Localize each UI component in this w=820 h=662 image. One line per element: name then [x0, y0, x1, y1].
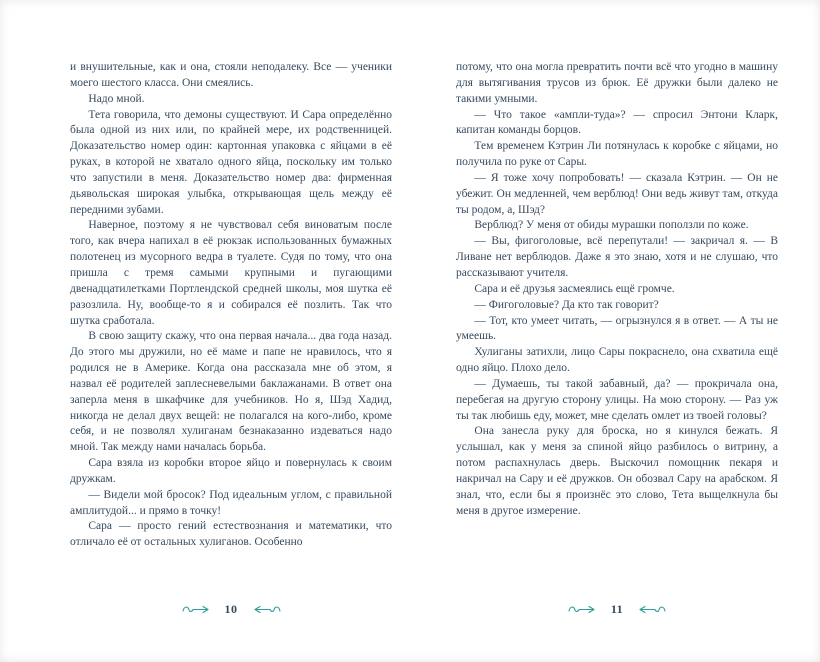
- paragraph: Сара и её друзья засмеялись ещё громче.: [474, 282, 675, 295]
- page-left: [70, 60, 392, 618]
- page-left-footer: [70, 600, 392, 618]
- paragraph: — Видели мой бросок? Под идеальным углом, с правильной амплитудой... и прямо в точку!: [70, 488, 392, 517]
- paragraph: — Фигоголовые? Да кто так говорит?: [474, 298, 659, 311]
- paragraph: — Тот, кто умеет читать, — огрызнулся я в ответ. — А ты не умеешь.: [456, 314, 778, 343]
- paragraph: Хулиганы затихли, лицо Сары покраснело, она схватила ещё одно яйцо. Плохо дело.: [456, 346, 778, 375]
- paragraph: и внушительные, как и она, стояли неподалеку. Все — ученики моего шестого класса. Они смеялись.: [70, 61, 392, 89]
- paragraph: — Думаешь, ты такой забавный, да? — прокричала она, перебегая на другую сторону улицы. На мою сторону. — Раз уж ты так любишь еду, может, мне сделать омлет из твоей головы?: [456, 377, 778, 422]
- paragraph: Сара — просто гений естествознания и математики, что отличало её от остальных хулиганов. Особенно: [70, 520, 392, 549]
- footer-flourish-right-icon: [636, 603, 666, 615]
- paragraph: Надо мной.: [88, 92, 145, 105]
- paragraph: Сара взяла из коробки второе яйцо и повернулась к своим дружкам.: [70, 457, 392, 485]
- paragraph: Верблюд? У меня от обиды мурашки поползли по коже.: [474, 219, 749, 232]
- page-right: [456, 60, 778, 618]
- page-left-text: [70, 60, 392, 551]
- paragraph: — Что такое «ампли-туда»? — спросил Энтони Кларк, капитан команды борцов.: [456, 108, 778, 137]
- paragraph: Тем временем Кэтрин Ли потянулась к коробке с яйцами, но получила по руке от Сары.: [456, 140, 778, 169]
- paragraph: В свою защиту скажу, что она первая начала... два года назад. До этого мы дружили, но её маме и папе не нравилось, что я родился не в Америке. Когда она рассказала мне об этом, я назвал её родителей заплесневелыми баклажанами. В ответ она заперла меня в шкафчике для учебников. Но я, Шэд Хадид, никогда не делал двух вещей: не полагался на кого-либо, кроме себя, и не позволял хулиганам безнаказанно издеваться надо мной. Так между нами началась борьба.: [70, 330, 392, 454]
- paragraph: потому, что она могла превратить почти всё что угодно в машину для вытягивания трусов из брюк. Её дружки были далеко не такими умными.: [456, 61, 778, 105]
- page-right-footer: [456, 600, 778, 618]
- footer-flourish-left-icon: [182, 603, 212, 615]
- page-number: 11: [610, 601, 624, 616]
- paragraph: — Вы, фигоголовые, всё перепутали! — закричал я. — В Ливане нет верблюдов. Даже я это знаю, хотя и не слушаю, что рассказывают учителя.: [456, 235, 778, 279]
- spread: [70, 60, 778, 618]
- footer-flourish-right-icon: [251, 603, 281, 615]
- footer-flourish-left-icon: [568, 603, 598, 615]
- paragraph: Наверное, поэтому я не чувствовал себя виноватым после того, как вчера напихал в её рюкзак использованных бумажных полотенец из мусорного ведра в туалете. Судя по тому, что она пришла с тремя самыми крупными и пугающими двенадцатилетками Портлендской средней школы, моя шутка её разозлила. Ну, вообще-то я и собирался её позлить. Так что шутка сработала.: [70, 219, 392, 327]
- paragraph: Она занесла руку для броска, но я кинулся бежать. Я услышал, как у меня за спиной яйцо разбилось о витрину, а потом распахнулась дверь. Выскочил помощник пекаря и накричал на Сару и её дружков. Он обозвал Сару на арабском. Я знал, что, если бы я произнёс это слово, Тета выщелкнула бы меня в другое измерение.: [456, 425, 778, 517]
- page-right-text: [456, 60, 778, 519]
- paragraph: Тета говорила, что демоны существуют. И Сара определённо была одной из них или, по крайней мере, их родственницей. Доказательство номер один: картонная упаковка с яйцами в её руках, в которой не хватало одного яйца, поскольку им только что запустили в меня. Доказательство номер два: фирменная дьявольская широкая улыбка, открывающая щель между её передними зубами.: [70, 108, 392, 216]
- paragraph: — Я тоже хочу попробовать! — сказала Кэтрин. — Он не убежит. Он медленней, чем верблюд! Они ведь живут там, откуда ты родом, а, Шэд?: [456, 171, 778, 216]
- page-number: 10: [224, 601, 238, 616]
